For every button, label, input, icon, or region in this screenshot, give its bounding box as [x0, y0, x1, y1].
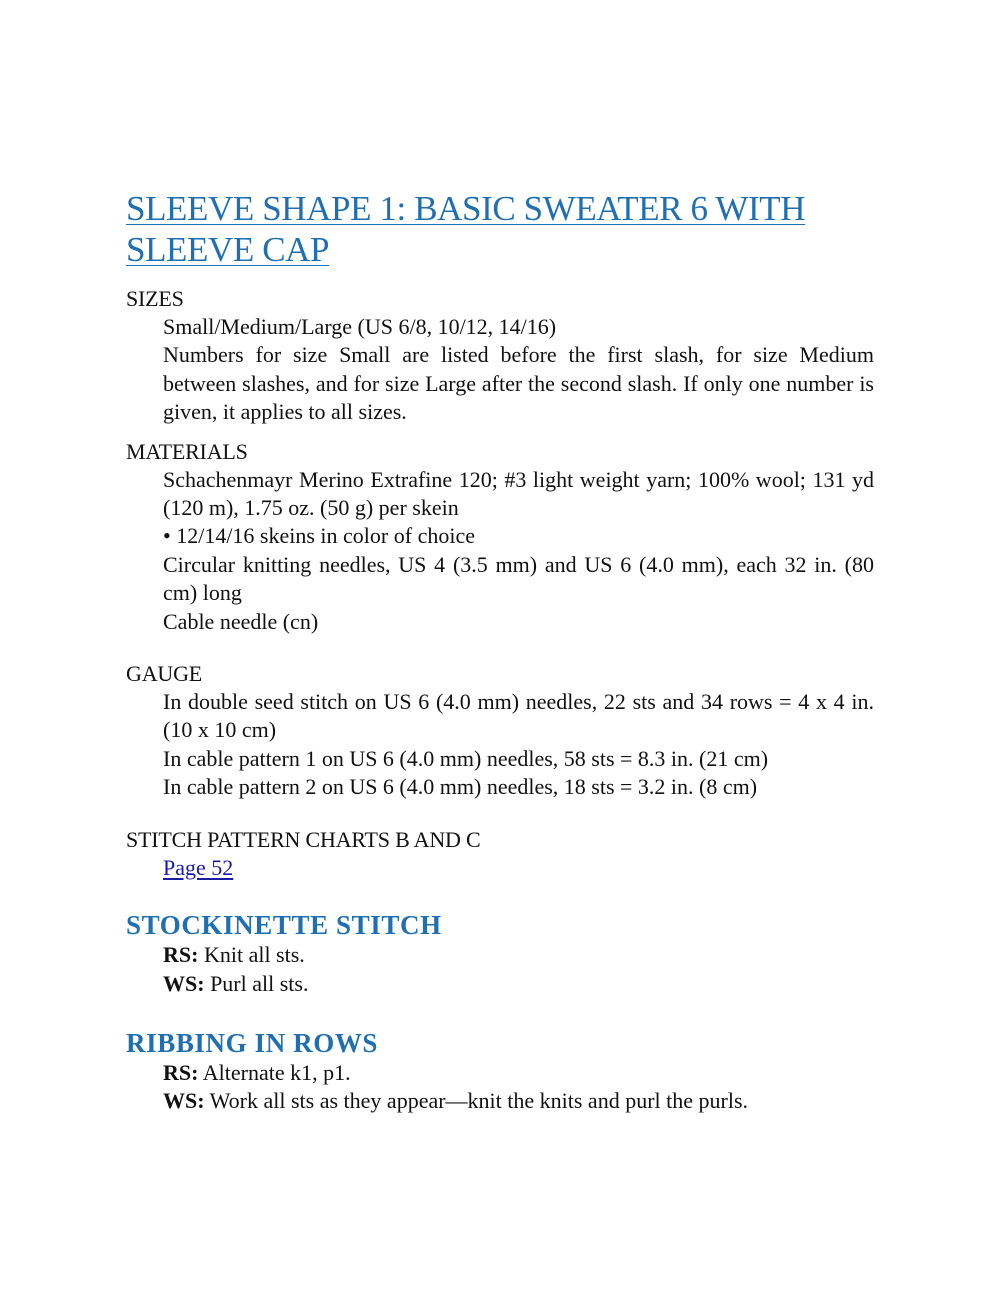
stockinette-ws-label: WS: — [163, 970, 205, 996]
gauge-label: GAUGE — [126, 661, 202, 687]
sizes-body — [126, 313, 874, 427]
materials-cable-needle: Cable needle (cn) — [163, 608, 319, 634]
materials-body — [126, 466, 874, 636]
materials-section — [126, 438, 874, 636]
sizes-list: Small/Medium/Large (US 6/8, 10/12, 14/16) — [163, 314, 557, 339]
gauge-body — [126, 688, 874, 802]
gauge-section — [126, 660, 874, 802]
gauge-line-1: In double seed stitch on US 6 (4.0 mm) needles, 22 sts and 34 rows = 4 x 4 in. (10 x 10 cm) — [163, 689, 874, 743]
stockinette-rs-row — [163, 941, 874, 969]
ribbing-ws-text: Work all sts as they appear—knit the knits and purl the purls. — [209, 1088, 749, 1114]
stockinette-rs-text: Knit all sts. — [203, 942, 305, 968]
stockinette-rs-label: RS: — [163, 942, 199, 968]
ribbing-ws-label: WS: — [163, 1088, 205, 1114]
ribbing-section — [126, 1027, 874, 1116]
stockinette-ws-text: Purl all sts. — [210, 970, 309, 996]
page-link[interactable]: Page 52 — [163, 854, 234, 880]
page-title[interactable]: SLEEVE SHAPE 1: BASIC SWEATER 6 WITH SLEEVE CAP — [126, 189, 806, 269]
materials-yarn: Schachenmayr Merino Extrafine 120; #3 light weight yarn; 100% wool; 131 yd (120 m), 1.75 oz. (50 g) per skein — [163, 466, 874, 521]
materials-skeins: • 12/14/16 skeins in color of choice — [163, 523, 475, 549]
stockinette-ws-row — [163, 970, 874, 998]
ribbing-heading: RIBBING IN ROWS — [126, 1027, 379, 1058]
sizes-label: SIZES — [126, 286, 184, 311]
stockinette-heading: STOCKINETTE STITCH — [126, 910, 442, 941]
stockinette-body — [126, 941, 874, 998]
charts-label: STITCH PATTERN CHARTS B AND C — [126, 826, 481, 852]
ribbing-ws-row — [163, 1087, 874, 1115]
sizes-note: Numbers for size Small are listed before the first slash, for size Medium between slashes, and for size Large after the second slash. If only one number is given, it applies to all sizes. — [163, 342, 874, 425]
stockinette-section — [126, 909, 874, 998]
materials-label: MATERIALS — [126, 438, 248, 464]
document-page — [126, 188, 874, 1116]
ribbing-rs-text: Alternate k1, p1. — [202, 1059, 351, 1085]
charts-body — [126, 854, 874, 882]
sizes-section — [126, 285, 874, 427]
ribbing-rs-label: RS: — [163, 1059, 199, 1085]
charts-section — [126, 826, 874, 882]
gauge-line-2: In cable pattern 1 on US 6 (4.0 mm) needles, 58 sts = 8.3 in. (21 cm) — [163, 745, 769, 771]
ribbing-body — [126, 1059, 874, 1116]
gauge-line-3: In cable pattern 2 on US 6 (4.0 mm) needles, 18 sts = 3.2 in. (8 cm) — [163, 774, 758, 800]
materials-needles: Circular knitting needles, US 4 (3.5 mm) and US 6 (4.0 mm), each 32 in. (80 cm) long — [163, 551, 874, 606]
ribbing-rs-row — [163, 1059, 874, 1087]
